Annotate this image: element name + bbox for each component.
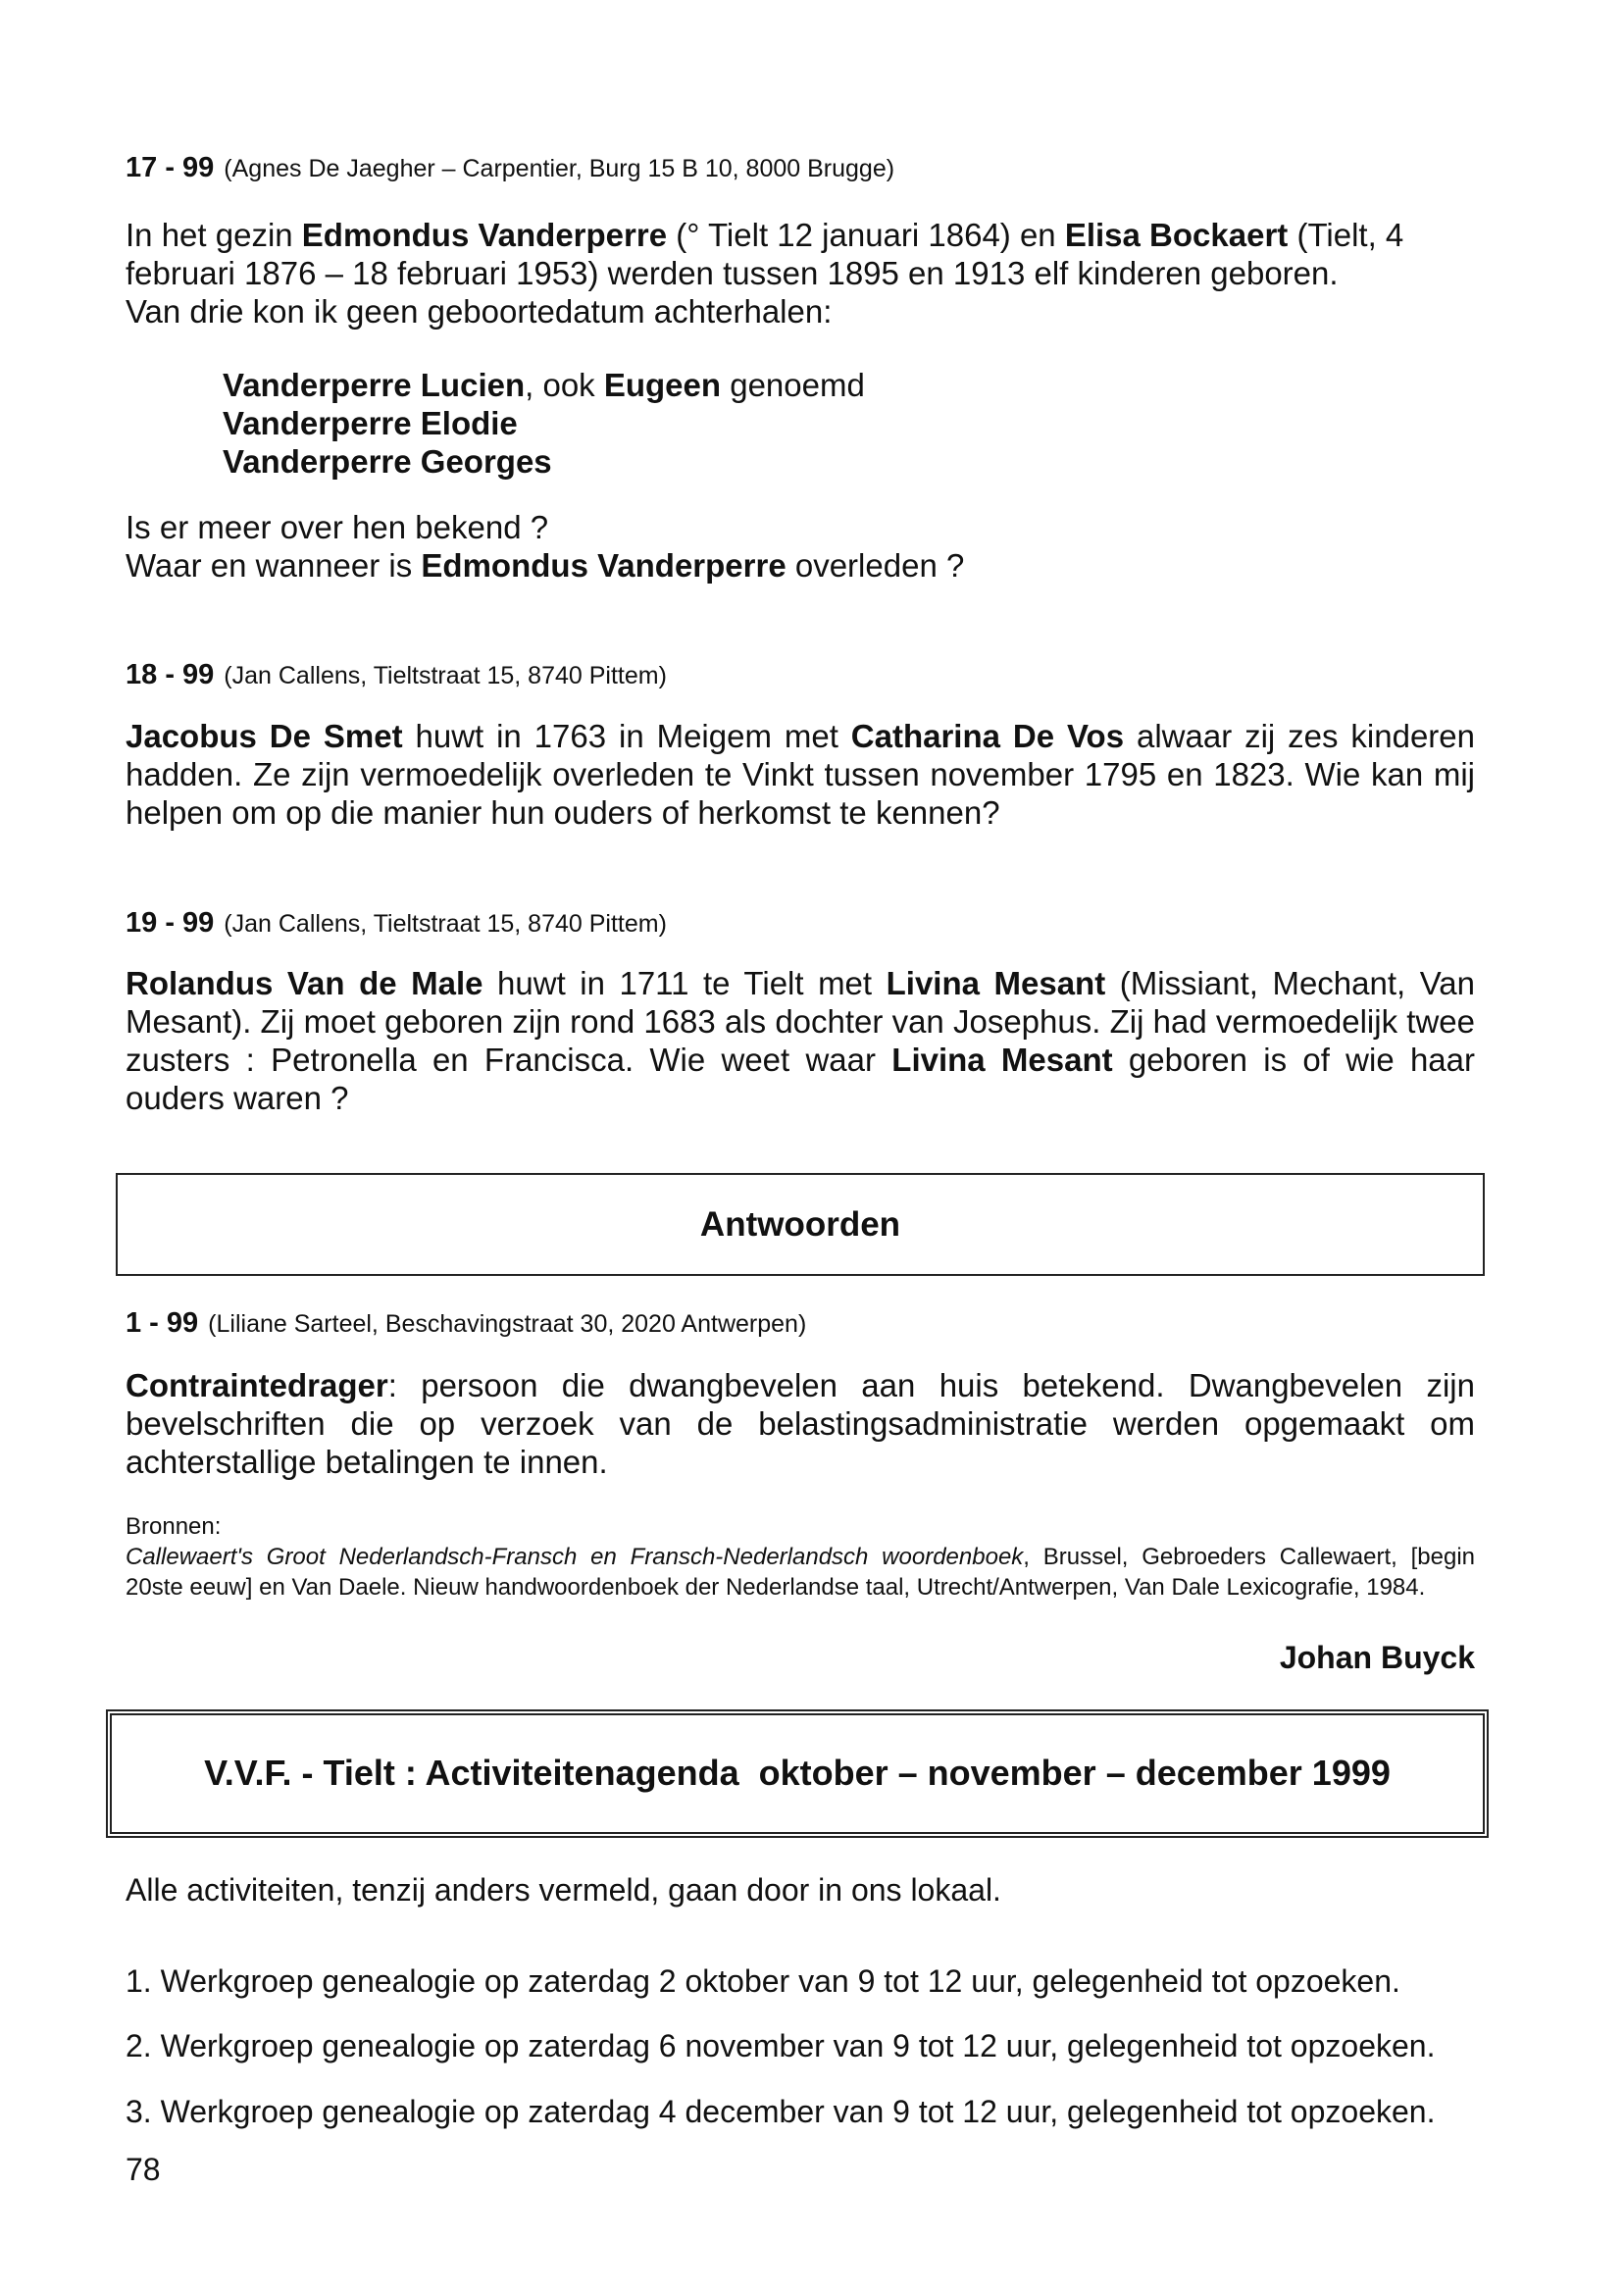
author: Johan Buyck — [1279, 1640, 1475, 1675]
query-number: 17 - 99 — [126, 152, 215, 183]
text-span: In het gezin — [126, 217, 302, 253]
answer-header-1 — [126, 1307, 806, 1340]
name-line: Vanderperre Georges — [223, 443, 552, 480]
person-name: Vanderperre Lucien — [223, 367, 526, 403]
section-heading: V.V.F. - Tielt : Activiteitenagenda oktober – november – december 1999 — [204, 1753, 1391, 1793]
text-span: overleden ? — [786, 547, 965, 584]
person-name: Jacobus De Smet — [126, 718, 403, 754]
text-span: huwt in 1711 te Tielt met — [482, 965, 887, 1001]
page-number: 78 — [126, 2152, 161, 2187]
source-details: , Brussel, Gebroeders Callewaert, [begin 20ste eeuw] en Van Daele. Nieuw handwoordenboek der Nederlandse taal, Utrecht/Antwerpen, Van Dale Lexicografie, 1984. — [126, 1544, 1475, 1601]
name-line: Vanderperre Elodie — [223, 405, 518, 441]
query-header-17 — [126, 152, 894, 184]
answers-heading-box — [116, 1173, 1485, 1276]
text-span: , ook — [525, 367, 604, 403]
query-19-text — [126, 964, 1475, 1117]
query-17-text — [126, 216, 1479, 331]
text-span: (Missiant, Mechant, Van Mesant). Zij moet geboren zijn rond 1683 als dochter van Josephus. Zij had vermoedelijk twee zusters : Petronella en Francisca. Wie weet waar — [126, 965, 1475, 1078]
text-line: Is er meer over hen bekend ? — [126, 509, 549, 545]
query-17-questions — [126, 508, 1479, 585]
person-name: Elisa Bockaert — [1064, 217, 1289, 253]
person-name: Livina Mesant — [886, 965, 1106, 1001]
query-18-text — [126, 717, 1475, 832]
query-number: 18 - 99 — [126, 659, 215, 690]
agenda-item: 3. Werkgroep genealogie op zaterdag 4 december van 9 tot 12 uur, gelegenheid tot opzoeken. — [126, 2094, 1436, 2129]
query-header-18 — [126, 659, 667, 691]
text-span: genoemd — [721, 367, 865, 403]
query-contact: (Jan Callens, Tieltstraat 15, 8740 Pittem) — [224, 662, 667, 689]
person-name: Catharina De Vos — [850, 718, 1125, 754]
source-title: Callewaert's Groot Nederlandsch-Fransch en Fransch-Nederlandsch woordenboek — [126, 1544, 1024, 1570]
sources — [126, 1511, 1475, 1603]
agenda-item: 1. Werkgroep genealogie op zaterdag 2 oktober van 9 tot 12 uur, gelegenheid tot opzoeken. — [126, 1963, 1400, 1999]
query-contact: (Agnes De Jaegher – Carpentier, Burg 15 B 10, 8000 Brugge) — [224, 155, 895, 182]
sources-label: Bronnen: — [126, 1513, 222, 1540]
query-number: 19 - 99 — [126, 907, 215, 939]
answer-number: 1 - 99 — [126, 1307, 199, 1339]
answer-contact: (Liliane Sarteel, Beschavingstraat 30, 2020 Antwerpen) — [208, 1310, 807, 1338]
person-name: Edmondus Vanderperre — [301, 217, 668, 253]
text-span: (° Tielt 12 januari 1864) en — [667, 217, 1065, 253]
section-heading: Antwoorden — [699, 1205, 901, 1244]
sources-text — [126, 1542, 1475, 1603]
person-name: Eugeen — [603, 367, 722, 403]
text-span: alwaar zij zes kinderen hadden. Ze zijn vermoedelijk overleden te Vinkt tussen november 1795 en 1823. Wie kan mij helpen om op die manier hun ouders of herkomst te kennen? — [126, 718, 1475, 831]
term: Contraintedrager — [126, 1367, 388, 1403]
name-line — [223, 366, 865, 404]
text-span: Waar en wanneer is — [126, 547, 422, 584]
query-header-19 — [126, 907, 667, 940]
agenda-item: 2. Werkgroep genealogie op zaterdag 6 november van 9 tot 12 uur, gelegenheid tot opzoeken. — [126, 2028, 1436, 2063]
text-span: (Tielt, 4 februari 1876 – 18 februari 1953) werden tussen 1895 en 1913 elf kinderen geboren. — [126, 217, 1404, 291]
person-name: Edmondus Vanderperre — [421, 547, 787, 584]
text-span: geboren is of wie haar ouders waren ? — [126, 1042, 1475, 1116]
agenda-heading-box — [106, 1709, 1489, 1838]
agenda-intro: Alle activiteiten, tenzij anders vermeld, gaan door in ons lokaal. — [126, 1872, 1001, 1908]
person-name: Livina Mesant — [891, 1042, 1113, 1078]
text-span: huwt in 1763 in Meigem met — [402, 718, 851, 754]
query-17-names — [223, 366, 865, 481]
text-line: Van drie kon ik geen geboortedatum achterhalen: — [126, 293, 833, 330]
answer-1-text — [126, 1366, 1475, 1481]
person-name: Rolandus Van de Male — [126, 965, 483, 1001]
definition: : persoon die dwangbevelen aan huis betekend. Dwangbevelen zijn bevelschriften die op verzoek van de belastingsadministratie werden opgemaakt om achterstallige betalingen te innen. — [126, 1367, 1475, 1480]
query-contact: (Jan Callens, Tieltstraat 15, 8740 Pittem) — [224, 910, 667, 938]
